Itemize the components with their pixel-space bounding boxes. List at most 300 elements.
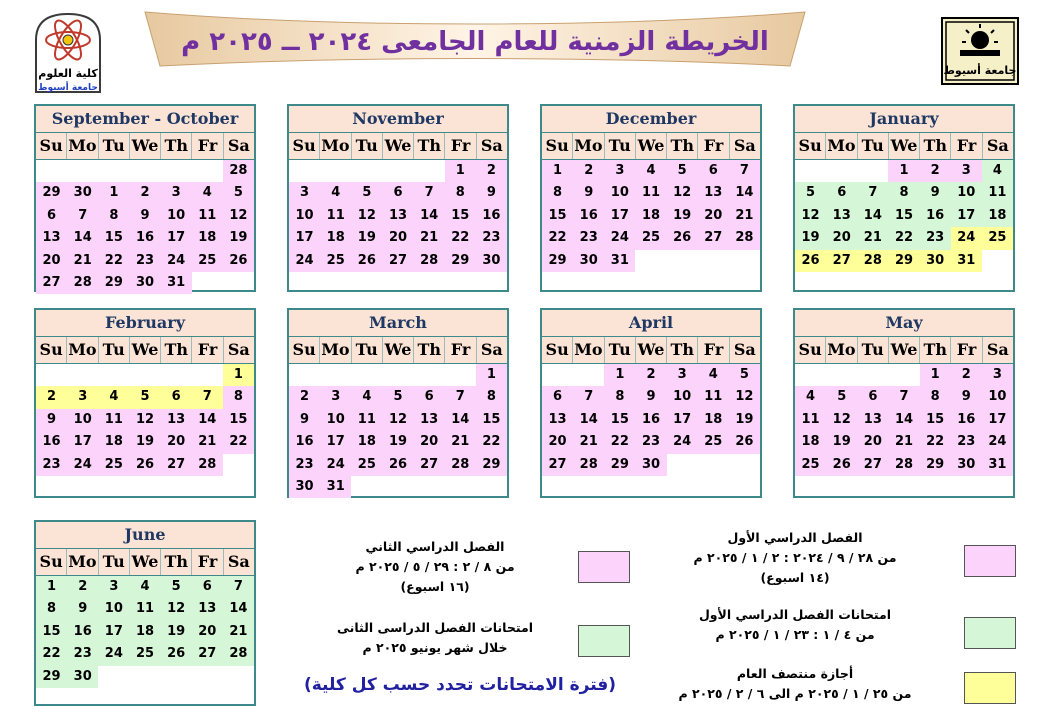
empty-day-cell — [289, 160, 320, 182]
day-cell: 10 — [98, 598, 129, 620]
day-cell: 29 — [36, 666, 67, 688]
day-cell: 1 — [542, 160, 573, 182]
day-cell: 11 — [635, 182, 666, 204]
day-cell: 6 — [857, 386, 888, 408]
day-cell: 3 — [667, 364, 698, 386]
day-cell: 12 — [667, 182, 698, 204]
weekday-label: We — [636, 337, 667, 363]
day-cell: 5 — [382, 386, 413, 408]
weekday-label: We — [636, 133, 667, 159]
weekday-label: Tu — [99, 337, 130, 363]
day-cell: 6 — [698, 160, 729, 182]
empty-day-cell — [161, 666, 192, 688]
week-row — [542, 386, 760, 408]
day-cell: 23 — [289, 454, 320, 476]
day-cell: 11 — [192, 205, 223, 227]
day-cell: 14 — [573, 409, 604, 431]
day-cell: 4 — [698, 364, 729, 386]
day-cell: 18 — [129, 621, 160, 643]
day-cell: 11 — [351, 409, 382, 431]
empty-day-cell — [888, 364, 919, 386]
weekday-label: Mo — [573, 337, 604, 363]
day-cell: 24 — [161, 250, 192, 272]
day-cell: 5 — [729, 364, 760, 386]
day-cell: 8 — [542, 182, 573, 204]
day-cell: 2 — [951, 364, 982, 386]
day-cell: 7 — [573, 386, 604, 408]
day-cell: 21 — [888, 431, 919, 453]
empty-day-cell — [445, 476, 476, 498]
week-row — [795, 386, 1013, 408]
day-cell: 31 — [951, 250, 982, 272]
day-cell: 12 — [382, 409, 413, 431]
day-cell: 30 — [573, 250, 604, 272]
page-title: الخريطة الزمنية للعام الجامعى ٢٠٢٤ ــ ٢٠٢٥ م — [181, 27, 769, 57]
day-cell: 9 — [476, 182, 507, 204]
empty-day-cell — [129, 666, 160, 688]
day-cell: 8 — [888, 182, 919, 204]
day-cell: 19 — [223, 227, 254, 249]
day-cell: 1 — [604, 364, 635, 386]
day-cell: 5 — [351, 182, 382, 204]
day-cell: 10 — [604, 182, 635, 204]
weekday-label: Fr — [951, 133, 982, 159]
day-cell: 18 — [635, 205, 666, 227]
day-cell: 11 — [320, 205, 351, 227]
day-cell: 9 — [289, 409, 320, 431]
weekday-label: Sa — [986, 136, 1009, 155]
empty-day-cell — [223, 666, 254, 688]
day-cell: 15 — [542, 205, 573, 227]
week-row — [36, 666, 254, 688]
day-cell: 2 — [129, 182, 160, 204]
empty-day-cell — [542, 364, 573, 386]
empty-day-cell — [414, 160, 445, 182]
day-cell: 30 — [951, 454, 982, 476]
week-row — [542, 431, 760, 453]
day-cell: 27 — [414, 454, 445, 476]
day-grid — [36, 364, 254, 476]
weekday-label: Tu — [605, 337, 636, 363]
weekday-label: Fr — [192, 337, 223, 363]
month-calendar — [793, 104, 1015, 292]
day-cell: 1 — [445, 160, 476, 182]
day-cell: 6 — [36, 205, 67, 227]
month-calendar — [793, 308, 1015, 498]
week-row — [36, 576, 254, 598]
day-cell: 7 — [414, 182, 445, 204]
legend-first-exams-range: من ٤ / ١ : ٢٣ / ١ / ٢٠٢٥ م — [715, 627, 875, 642]
legend-first-exams-title: امتحانات الفصل الدراسي الأول — [698, 607, 892, 622]
month-title: September - October — [36, 106, 254, 133]
empty-day-cell — [795, 160, 826, 182]
week-row — [289, 160, 507, 182]
week-row — [36, 454, 254, 476]
week-row — [36, 431, 254, 453]
day-cell: 26 — [129, 454, 160, 476]
day-cell: 20 — [192, 621, 223, 643]
legend-swatch-second-semester — [578, 551, 630, 583]
week-row — [289, 250, 507, 272]
week-row — [36, 227, 254, 249]
week-row — [795, 182, 1013, 204]
faculty-logo-line1: كلية العلوم — [38, 67, 98, 80]
day-cell: 3 — [604, 160, 635, 182]
day-cell: 8 — [36, 598, 67, 620]
day-grid — [542, 160, 760, 272]
day-cell: 5 — [161, 576, 192, 598]
weekday-label: Tu — [352, 133, 383, 159]
day-cell: 19 — [351, 227, 382, 249]
weekday-label: Su — [795, 133, 826, 159]
day-cell: 2 — [289, 386, 320, 408]
day-cell: 10 — [951, 182, 982, 204]
day-cell: 21 — [192, 431, 223, 453]
week-row — [36, 643, 254, 665]
day-cell: 24 — [98, 643, 129, 665]
month-calendar — [540, 308, 762, 498]
day-cell: 23 — [476, 227, 507, 249]
day-cell: 9 — [920, 182, 951, 204]
legend-midyear-holiday — [640, 664, 950, 704]
day-cell: 22 — [98, 250, 129, 272]
weekday-label: We — [130, 133, 161, 159]
day-cell: 30 — [289, 476, 320, 498]
legend-first-semester-weeks: (١٤ اسبوع) — [760, 570, 830, 585]
day-cell: 29 — [476, 454, 507, 476]
legend-first-semester — [640, 528, 950, 588]
weekday-label: Sa — [227, 340, 250, 359]
empty-day-cell — [795, 364, 826, 386]
day-cell: 10 — [982, 386, 1013, 408]
legend-swatch-first-exams — [964, 617, 1016, 649]
weekday-label: Tu — [352, 337, 383, 363]
weekday-label: Fr — [698, 133, 729, 159]
day-cell: 29 — [445, 250, 476, 272]
weekday-header — [542, 337, 760, 364]
day-cell: 3 — [951, 160, 982, 182]
day-cell: 3 — [289, 182, 320, 204]
day-cell: 17 — [289, 227, 320, 249]
empty-day-cell — [635, 250, 666, 272]
legend-midyear-holiday-title: أجازة منتصف العام — [736, 666, 854, 681]
month-title: February — [36, 310, 254, 337]
day-grid — [36, 160, 254, 294]
empty-day-cell — [729, 454, 760, 476]
day-cell: 21 — [857, 227, 888, 249]
day-cell: 13 — [36, 227, 67, 249]
day-cell: 15 — [476, 409, 507, 431]
day-cell: 10 — [161, 205, 192, 227]
day-cell: 4 — [129, 576, 160, 598]
month-title: March — [289, 310, 507, 337]
empty-day-cell — [698, 454, 729, 476]
faculty-logo-line2: جامعة أسيوط — [38, 83, 98, 93]
weekday-label: Tu — [99, 133, 130, 159]
empty-day-cell — [67, 160, 98, 182]
day-cell: 4 — [351, 386, 382, 408]
day-cell: 25 — [98, 454, 129, 476]
empty-day-cell — [320, 160, 351, 182]
week-row — [289, 386, 507, 408]
day-cell: 17 — [951, 205, 982, 227]
weekday-label: Sa — [480, 136, 503, 155]
week-row — [542, 250, 760, 272]
day-cell: 16 — [951, 409, 982, 431]
day-cell: 5 — [223, 182, 254, 204]
day-cell: 14 — [445, 409, 476, 431]
day-cell: 13 — [414, 409, 445, 431]
day-cell: 27 — [382, 250, 413, 272]
day-cell: 24 — [604, 227, 635, 249]
day-cell: 20 — [414, 431, 445, 453]
week-row — [36, 250, 254, 272]
day-cell: 15 — [223, 409, 254, 431]
legend-second-semester-weeks: (١٦ اسبوع) — [400, 579, 470, 594]
legend-swatch-midyear-holiday — [964, 672, 1016, 704]
week-row — [795, 454, 1013, 476]
day-cell: 6 — [542, 386, 573, 408]
day-cell: 11 — [698, 386, 729, 408]
day-cell: 11 — [98, 409, 129, 431]
day-cell: 18 — [982, 205, 1013, 227]
weekday-label: We — [383, 337, 414, 363]
empty-day-cell — [982, 250, 1013, 272]
weekday-label: Th — [414, 337, 445, 363]
month-title: June — [36, 522, 254, 549]
day-cell: 2 — [36, 386, 67, 408]
empty-day-cell — [667, 250, 698, 272]
empty-day-cell — [729, 250, 760, 272]
day-cell: 5 — [667, 160, 698, 182]
day-grid — [289, 364, 507, 498]
empty-day-cell — [289, 364, 320, 386]
week-row — [795, 205, 1013, 227]
weekday-label: Mo — [320, 337, 351, 363]
day-cell: 31 — [604, 250, 635, 272]
day-cell: 31 — [320, 476, 351, 498]
day-cell: 31 — [161, 272, 192, 294]
day-cell: 15 — [98, 227, 129, 249]
day-cell: 26 — [351, 250, 382, 272]
day-grid — [36, 576, 254, 688]
weekday-label: Th — [920, 133, 951, 159]
month-calendar — [540, 104, 762, 292]
day-cell: 4 — [982, 160, 1013, 182]
day-cell: 16 — [67, 621, 98, 643]
day-cell: 21 — [223, 621, 254, 643]
weekday-header — [36, 337, 254, 364]
day-cell: 5 — [826, 386, 857, 408]
day-cell: 13 — [161, 409, 192, 431]
day-cell: 26 — [667, 227, 698, 249]
day-cell: 21 — [414, 227, 445, 249]
day-cell: 3 — [161, 182, 192, 204]
day-cell: 30 — [476, 250, 507, 272]
weekday-label: Su — [289, 337, 320, 363]
day-cell: 15 — [888, 205, 919, 227]
exam-period-note: (فترة الامتحانات تحدد حسب كل كلية) — [303, 675, 617, 695]
weekday-label: Su — [36, 133, 67, 159]
week-row — [289, 205, 507, 227]
day-cell: 8 — [476, 386, 507, 408]
weekday-label: Fr — [445, 133, 476, 159]
empty-day-cell — [351, 160, 382, 182]
weekday-header — [795, 337, 1013, 364]
day-cell: 14 — [192, 409, 223, 431]
day-cell: 9 — [129, 205, 160, 227]
day-cell: 17 — [67, 431, 98, 453]
day-cell: 17 — [161, 227, 192, 249]
week-row — [795, 409, 1013, 431]
day-cell: 14 — [223, 598, 254, 620]
weekday-label: Fr — [192, 133, 223, 159]
day-cell: 7 — [223, 576, 254, 598]
day-cell: 24 — [67, 454, 98, 476]
day-cell: 23 — [129, 250, 160, 272]
day-cell: 14 — [857, 205, 888, 227]
day-cell: 19 — [161, 621, 192, 643]
empty-day-cell — [192, 364, 223, 386]
day-cell: 9 — [951, 386, 982, 408]
day-cell: 25 — [192, 250, 223, 272]
day-cell: 17 — [667, 409, 698, 431]
day-cell: 1 — [888, 160, 919, 182]
weekday-label: Tu — [99, 549, 130, 575]
day-cell: 8 — [920, 386, 951, 408]
legend-second-exams-range: خلال شهر يونيو ٢٠٢٥ م — [362, 640, 508, 655]
day-cell: 13 — [826, 205, 857, 227]
day-grid — [795, 364, 1013, 476]
week-row — [542, 454, 760, 476]
day-cell: 12 — [729, 386, 760, 408]
day-cell: 29 — [888, 250, 919, 272]
day-cell: 26 — [826, 454, 857, 476]
day-cell: 12 — [223, 205, 254, 227]
university-logo — [940, 16, 1020, 86]
weekday-label: Tu — [858, 133, 889, 159]
day-cell: 8 — [604, 386, 635, 408]
day-cell: 13 — [542, 409, 573, 431]
legend-first-semester-title: الفصل الدراسي الأول — [727, 530, 863, 545]
week-row — [289, 454, 507, 476]
legend-midyear-holiday-range: من ٢٥ / ١ / ٢٠٢٥ م الى ٦ / ٢ / ٢٠٢٥ م — [678, 686, 912, 701]
weekday-label: Mo — [67, 133, 98, 159]
day-cell: 19 — [667, 205, 698, 227]
day-cell: 22 — [604, 431, 635, 453]
day-cell: 16 — [635, 409, 666, 431]
day-cell: 29 — [36, 182, 67, 204]
day-cell: 2 — [67, 576, 98, 598]
day-cell: 20 — [36, 250, 67, 272]
day-cell: 19 — [826, 431, 857, 453]
empty-day-cell — [36, 364, 67, 386]
empty-day-cell — [826, 160, 857, 182]
day-cell: 20 — [542, 431, 573, 453]
weekday-label: Th — [161, 337, 192, 363]
day-cell: 5 — [795, 182, 826, 204]
day-cell: 23 — [36, 454, 67, 476]
month-calendar — [34, 308, 256, 498]
day-cell: 16 — [36, 431, 67, 453]
day-cell: 27 — [826, 250, 857, 272]
week-row — [542, 205, 760, 227]
day-cell: 26 — [795, 250, 826, 272]
day-cell: 25 — [635, 227, 666, 249]
empty-day-cell — [857, 160, 888, 182]
day-cell: 1 — [36, 576, 67, 598]
day-cell: 22 — [920, 431, 951, 453]
day-cell: 15 — [920, 409, 951, 431]
weekday-header — [289, 133, 507, 160]
empty-day-cell — [98, 666, 129, 688]
legend-first-semester-range: من ٢٨ / ٩ / ٢٠٢٤ : ٢ / ١ / ٢٠٢٥ م — [693, 550, 897, 565]
legend-second-semester-title: الفصل الدراسي الثاني — [365, 539, 505, 554]
weekday-label: Th — [414, 133, 445, 159]
week-row — [289, 364, 507, 386]
day-cell: 14 — [414, 205, 445, 227]
day-cell: 22 — [888, 227, 919, 249]
day-cell: 14 — [888, 409, 919, 431]
week-row — [36, 621, 254, 643]
day-cell: 13 — [192, 598, 223, 620]
weekday-label: Sa — [480, 340, 503, 359]
week-row — [795, 431, 1013, 453]
day-cell: 21 — [445, 431, 476, 453]
day-cell: 19 — [795, 227, 826, 249]
day-cell: 21 — [729, 205, 760, 227]
day-cell: 8 — [223, 386, 254, 408]
weekday-label: Su — [36, 549, 67, 575]
empty-day-cell — [351, 476, 382, 498]
day-cell: 2 — [573, 160, 604, 182]
day-cell: 29 — [98, 272, 129, 294]
week-row — [795, 227, 1013, 249]
day-cell: 24 — [982, 431, 1013, 453]
legend-first-exams — [640, 605, 950, 645]
day-cell: 7 — [857, 182, 888, 204]
weekday-header — [36, 133, 254, 160]
empty-day-cell — [161, 364, 192, 386]
day-cell: 27 — [857, 454, 888, 476]
day-cell: 28 — [223, 160, 254, 182]
empty-day-cell — [320, 364, 351, 386]
empty-day-cell — [476, 476, 507, 498]
day-cell: 12 — [161, 598, 192, 620]
day-cell: 15 — [36, 621, 67, 643]
weekday-label: Sa — [733, 136, 756, 155]
weekday-label: Fr — [445, 337, 476, 363]
week-row — [36, 272, 254, 294]
day-cell: 17 — [982, 409, 1013, 431]
day-grid — [795, 160, 1013, 272]
day-cell: 18 — [320, 227, 351, 249]
day-cell: 8 — [445, 182, 476, 204]
day-cell: 27 — [698, 227, 729, 249]
empty-day-cell — [223, 454, 254, 476]
day-cell: 11 — [129, 598, 160, 620]
day-cell: 3 — [320, 386, 351, 408]
day-cell: 6 — [826, 182, 857, 204]
day-cell: 20 — [826, 227, 857, 249]
day-cell: 9 — [67, 598, 98, 620]
empty-day-cell — [667, 454, 698, 476]
university-logo-text: جامعة أسيوط — [943, 64, 1017, 77]
week-row — [36, 205, 254, 227]
day-cell: 10 — [320, 409, 351, 431]
day-cell: 12 — [351, 205, 382, 227]
day-cell: 6 — [414, 386, 445, 408]
